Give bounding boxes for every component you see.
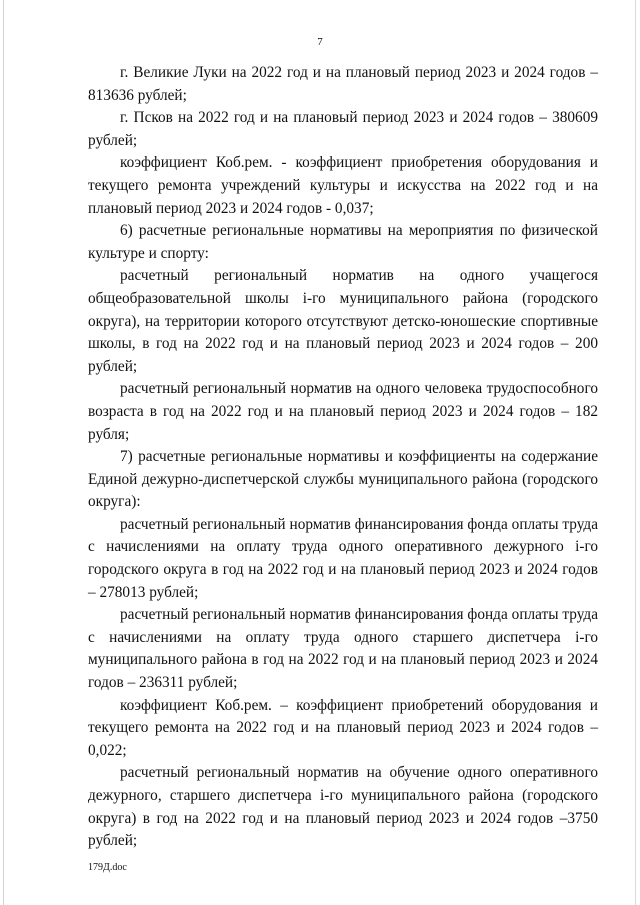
paragraph-training-norm: расчетный региональный норматив на обучение одного оперативного дежурного, старшего диспетчера i-го муниципального района (городского округа) в год на 2022 год и на плановый период 2023 и 2024 годов –3750 рублей; <box>88 764 598 850</box>
page-number: 7 <box>317 36 323 48</box>
paragraph-pskov: г. Псков на 2022 год и на плановый период 2023 и 2024 годов – 380609 рублей; <box>88 109 598 149</box>
paragraph-duty-officer-norm: расчетный региональный норматив финансирования фонда оплаты труда с начислениями на оплату труда одного оперативного дежурного i-го городского округа в год на 2022 год и на плановый период 2023 и 2024 годов – 278013 рублей; <box>88 515 598 601</box>
scan-edge-right <box>635 0 636 905</box>
paragraph-senior-dispatcher-norm: расчетный региональный норматив финансирования фонда оплаты труда с начислениями на оплату труда одного старшего диспетчера i-го муниципального района в год на 2022 год и на плановый период 2023 и 2024 годов – 236311 рублей; <box>88 606 598 692</box>
paragraph-working-age-norm: расчетный региональный норматив на одного человека трудоспособного возраста в год на 2022 год и на плановый период 2023 и 2024 годов – 182 рубля; <box>88 380 598 443</box>
paragraph-item-6-heading: 6) расчетные региональные нормативы на мероприятия по физической культуре и спорту: <box>88 222 598 262</box>
paragraph-velikie-luki: г. Великие Луки на 2022 год и на плановый период 2023 и 2024 годов –813636 рублей; <box>88 64 598 104</box>
document-body <box>88 62 598 853</box>
paragraph-culture-coefficient: коэффициент Коб.рем. - коэффициент приобретения оборудования и текущего ремонта учреждений культуры и искусства на 2022 год и на плановый период 2023 и 2024 годов - 0,037; <box>88 154 598 217</box>
footer-filename: 179Д.doc <box>88 862 127 873</box>
paragraph-item-7-heading: 7) расчетные региональные нормативы и коэффициенты на содержание Единой дежурно-диспетчерской службы муниципального района (городского округа): <box>88 448 598 511</box>
paragraph-equipment-coefficient: коэффициент Коб.рем. – коэффициент приобретений оборудования и текущего ремонта на 2022 год и на плановый период 2023 и 2024 годов – 0,022; <box>88 696 598 759</box>
paragraph-student-norm: расчетный региональный норматив на одного учащегося общеобразовательной школы i-го муниципального района (городского округа), на территории которого отсутствуют детско-юношеские спортивные школы, в год на 2022 год и на плановый период 2023 и 2024 годов – 200 рублей; <box>88 267 598 375</box>
scan-edge-left <box>3 0 4 905</box>
